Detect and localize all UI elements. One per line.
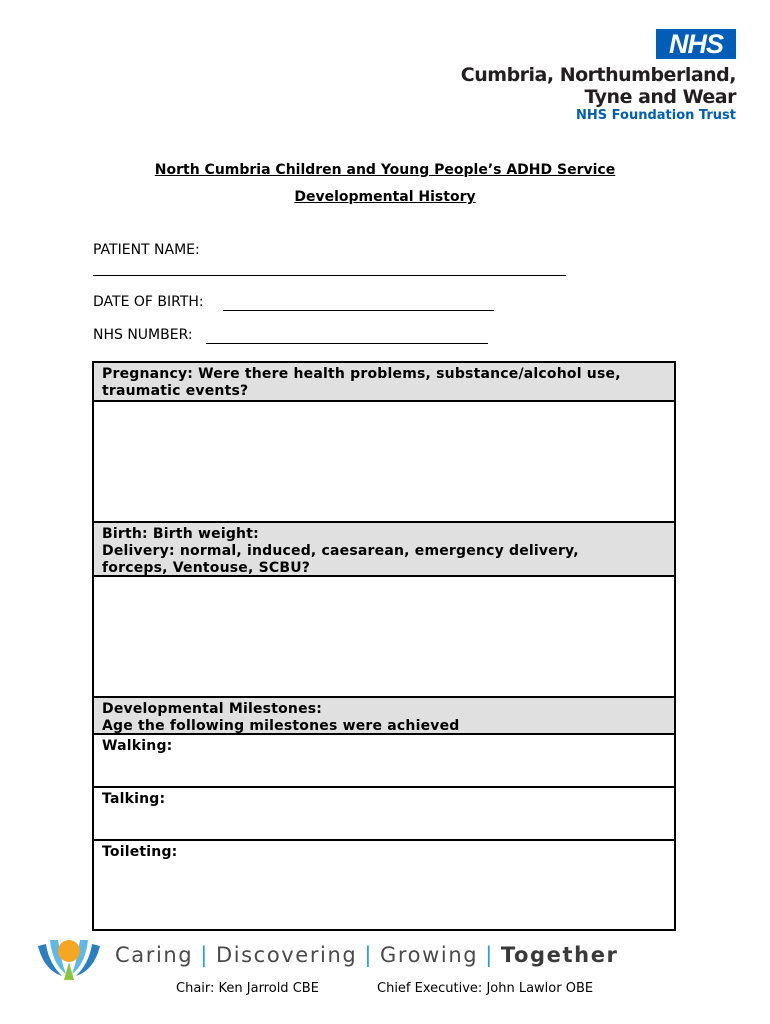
trust-name: NHS Foundation Trust (576, 108, 736, 123)
birth-answer-area[interactable] (94, 577, 674, 698)
talking-answer-area[interactable] (94, 788, 674, 841)
chief-executive-credit: Chief Executive: John Lawlor OBE (377, 981, 594, 996)
birth-header (94, 523, 674, 577)
trust-emblem-logo (36, 936, 102, 980)
talking-label: Talking: (102, 791, 166, 807)
nhs-number-line[interactable] (206, 343, 488, 344)
tagline-separator: | (200, 943, 209, 967)
date-of-birth-label: DATE OF BIRTH: (93, 294, 204, 310)
org-name-line2: Tyne and Wear (584, 86, 736, 108)
tagline-separator: | (485, 943, 494, 967)
nhs-number-label: NHS NUMBER: (93, 327, 193, 343)
walking-label: Walking: (102, 738, 173, 754)
pregnancy-question-line1: Pregnancy: Were there health problems, substance/alcohol use, (102, 366, 621, 382)
tagline-growing: Growing (380, 943, 479, 967)
delivery-question-line1: Delivery: normal, induced, caesarean, emergency delivery, (102, 543, 579, 559)
pregnancy-question-line2: traumatic events? (102, 383, 249, 399)
birth-weight-label: Birth: Birth weight: (102, 526, 259, 542)
chair-credit: Chair: Ken Jarrold CBE (176, 981, 319, 996)
delivery-question-line2: forceps, Ventouse, SCBU? (102, 560, 311, 576)
milestones-instruction: Age the following milestones were achieved (102, 718, 460, 734)
toileting-answer-area[interactable] (94, 841, 674, 927)
pregnancy-answer-area[interactable] (94, 402, 674, 523)
tagline-discovering: Discovering (215, 943, 358, 967)
nhs-logo: NHS (656, 29, 736, 59)
walking-answer-area[interactable] (94, 735, 674, 788)
toileting-label: Toileting: (102, 844, 178, 860)
trust-tagline (115, 943, 619, 967)
date-of-birth-line[interactable] (223, 310, 494, 311)
document-subtitle: Developmental History (294, 189, 476, 205)
patient-name-label: PATIENT NAME: (93, 242, 200, 258)
developmental-history-form (92, 361, 676, 931)
patient-name-line[interactable] (93, 275, 566, 276)
tagline-caring: Caring (115, 943, 194, 967)
milestones-header (94, 698, 674, 735)
pregnancy-header (94, 363, 674, 402)
tagline-together: Together (500, 943, 619, 967)
milestones-title: Developmental Milestones: (102, 701, 323, 717)
document-title: North Cumbria Children and Young People’s ADHD Service (154, 162, 616, 178)
tagline-separator: | (364, 943, 374, 967)
org-name-line1: Cumbria, Northumberland, (460, 64, 736, 86)
